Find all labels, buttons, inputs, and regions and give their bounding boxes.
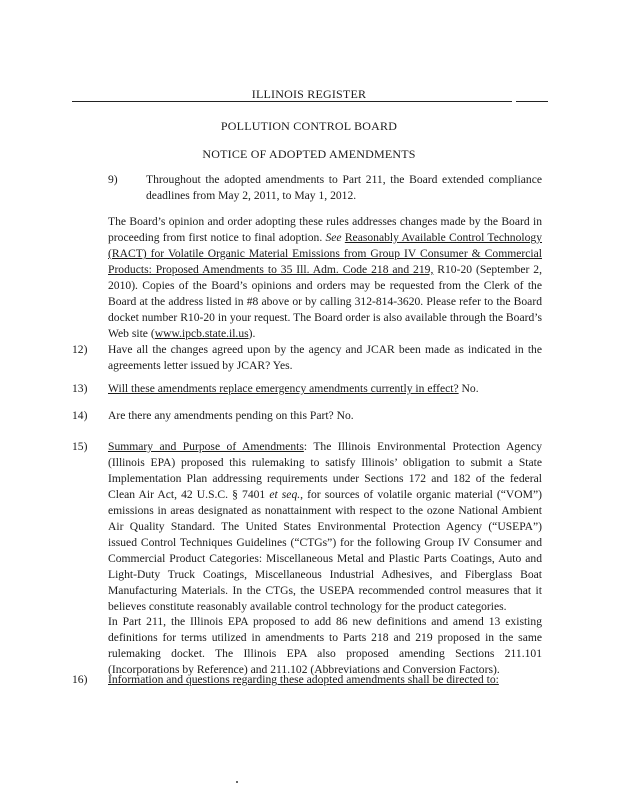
summary-label: Summary and Purpose of Amendments <box>108 440 304 453</box>
item-14-answer: No. <box>336 409 354 422</box>
item-16-number: 16) <box>72 673 88 686</box>
item-13-text <box>108 381 542 397</box>
cited-rulemaking-title: Reasonably Available Control Technology (RACT) for Volatile Organic Material Emissions from Group IV Consumer & Commercial Products: Proposed Amendments to 35 Ill. Adm. Code 218 and 219, <box>108 231 542 276</box>
item-15-part-211-paragraph: In Part 211, the Illinois EPA proposed to add 86 new definitions and amend 13 existing definitions for terms utilized in amendments to Parts 218 and 219 proposed in the same rulemaking docket. The Illinois EPA also proposed amending Sections 211.101 (Incorporations by Reference) and 211.102 (Abbreviations and Conversion Factors). <box>108 615 542 676</box>
register-title: ILLINOIS REGISTER <box>251 87 367 101</box>
item-15-summary-paragraph <box>108 439 542 615</box>
item-12-text <box>108 342 542 374</box>
item-12-number: 12) <box>72 343 88 356</box>
item-9-text: Throughout the adopted amendments to Part 211, the Board extended compliance deadlines from May 2, 2011, to May 1, 2012. <box>146 173 542 202</box>
cite-intro: See <box>325 231 342 244</box>
summary-text-a: : The Illinois Environmental Protection Agency (Illinois EPA) proposed this rulemaking to satisfy Illinois’ obligation to submit a State Implementation Plan addressing requirements under Sections 172 and 182 of the federal Clean Air Act, 42 U.S.C. § 7401 <box>108 440 542 501</box>
opinion-text-2-end: ). <box>248 327 256 340</box>
item-12-question: Have all the changes agreed upon by the agency and JCAR been made as indicated in the agreements letter issued by JCAR? <box>108 343 542 372</box>
page-mark <box>236 781 238 783</box>
opinion-text-1: The Board’s opinion and order adopting these rules addresses changes made by the Board in proceeding from first notice to final adoption. <box>108 215 542 244</box>
et-seq: et seq. <box>269 488 301 501</box>
item-9-number: 9) <box>108 173 118 186</box>
board-name: POLLUTION CONTROL BOARD <box>220 119 398 133</box>
notice-title: NOTICE OF ADOPTED AMENDMENTS <box>202 147 416 161</box>
item-14-number: 14) <box>72 409 88 422</box>
summary-text-b: , for sources of volatile organic material (“VOM”) emissions in areas designated as nonattainment with respect to the ozone National Ambient Air Quality Standard. The United States Environmental Protection Agency (“USEPA”) issued Control Techniques Guidelines (“CTGs”) for the following Group IV Consumer and Commercial Product Categories: Miscellaneous Metal and Plastic Parts Coatings, Auto and Light-Duty Truck Coatings, Miscellaneous Industrial Adhesives, and Fiberglass Boat Manufacturing Materials. In the CTGs, the USEPA recommended control measures that it believes constitute reasonably available control technology for the product categories. <box>108 488 542 613</box>
item-14-text <box>108 408 542 424</box>
item-15-number: 15) <box>72 440 88 453</box>
item-14-question: Are there any amendments pending on this Part? <box>108 409 334 422</box>
item-13-number: 13) <box>72 382 88 395</box>
item-13-question: Will these amendments replace emergency amendments currently in effect? <box>108 382 459 395</box>
board-opinion-paragraph <box>108 214 542 342</box>
opinion-text-2: R10-20 (September 2, 2010). Copies of the Board’s opinions and orders may be requested from the Clerk of the Board at the address listed in #8 above or by calling 312-814-3620. Please refer to the Board docket number R10-20 in your request. The Board order is also available through the Board’s Web site ( <box>108 263 542 340</box>
item-13-answer: No. <box>461 382 479 395</box>
board-website-link[interactable]: www.ipcb.state.il.us <box>154 327 249 340</box>
item-16-text: Information and questions regarding these adopted amendments shall be directed to: <box>108 673 499 686</box>
item-12-answer: Yes. <box>272 359 293 372</box>
